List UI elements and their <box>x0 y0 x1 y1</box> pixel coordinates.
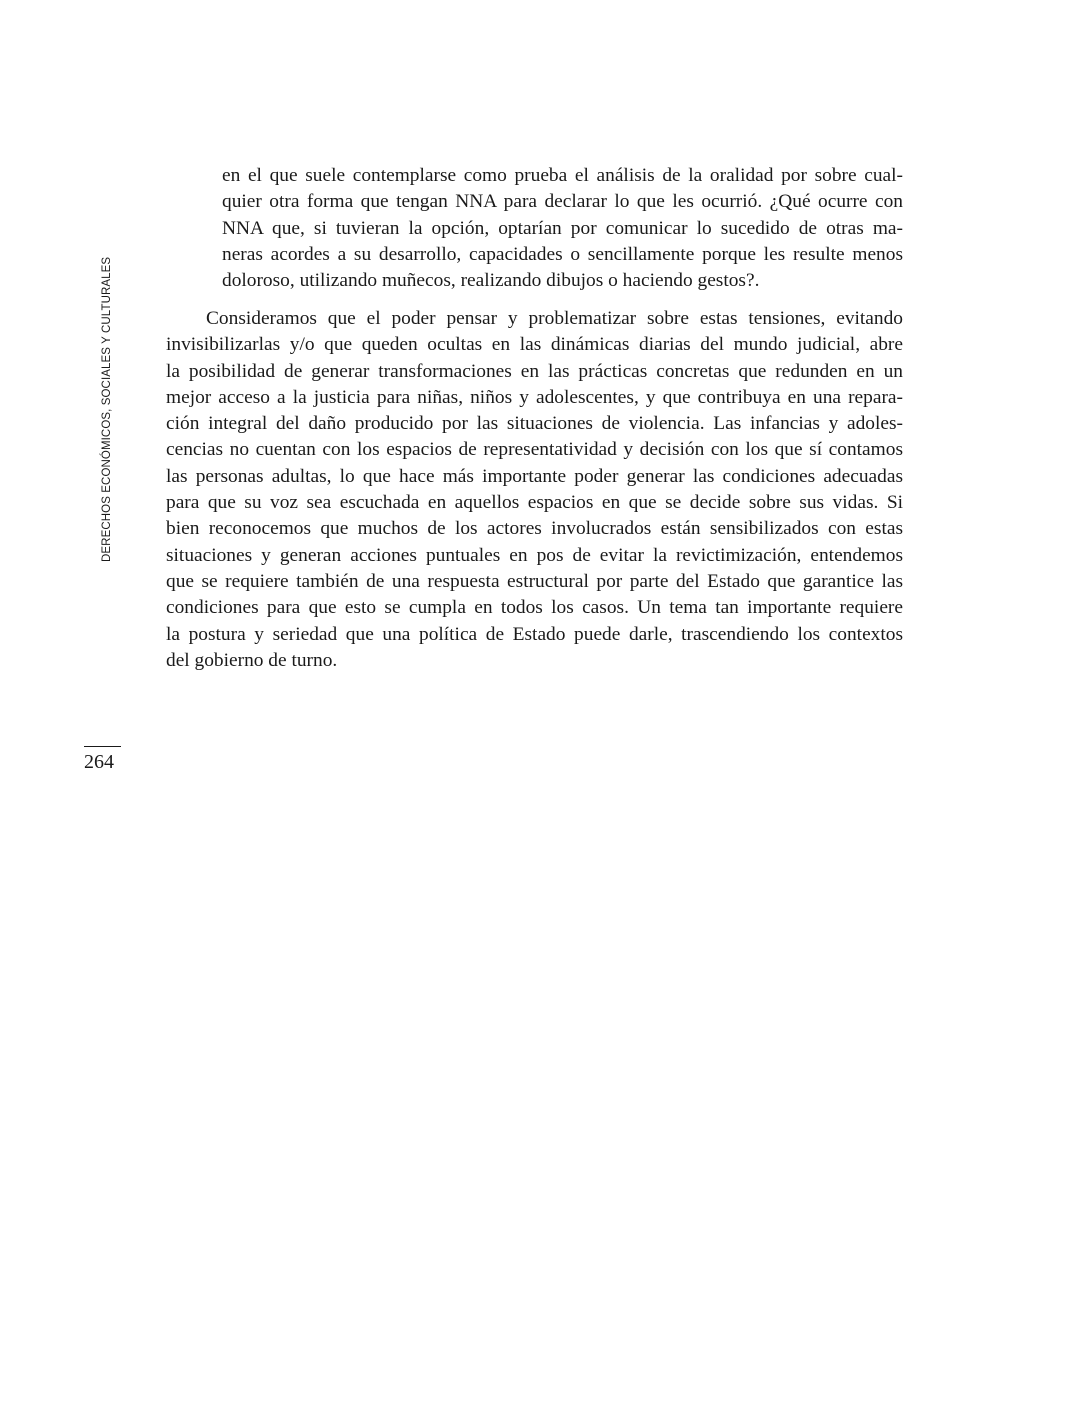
block-quote-line: en el que suele contemplarse como prueba el análisis de la oralidad por sobre cual- <box>222 165 903 186</box>
paragraph-line: la postura y seriedad que una política de Estado puede darle, trascendiendo los contextos <box>166 623 903 645</box>
paragraph-line: del gobierno de turno. <box>166 649 338 671</box>
page-number: 264 <box>84 751 114 773</box>
block-quote-line: NNA que, si tuvieran la opción, optarían por comunicar lo sucedido de otras ma- <box>222 217 903 239</box>
paragraph-line: que se requiere también de una respuesta estructural por parte del Estado que garantice las <box>166 570 903 592</box>
paragraph-line: las personas adultas, lo que hace más importante poder generar las condiciones adecuadas <box>166 465 903 487</box>
paragraph-line: mejor acceso a la justicia para niñas, niños y adolescentes, y que contribuya en una repara- <box>166 386 903 408</box>
block-quote-line: quier otra forma que tengan NNA para declarar lo que les ocurrió. ¿Qué ocurre con <box>222 191 903 213</box>
block-quote-line: doloroso, utilizando muñecos, realizando dibujos o haciendo gestos?. <box>222 270 760 292</box>
block-quote-line: neras acordes a su desarrollo, capacidades o sencillamente porque les resulte menos <box>222 243 903 265</box>
body-paragraph <box>166 306 903 674</box>
paragraph-line: cencias no cuentan con los espacios de representatividad y decisión con los que sí contamos <box>166 439 903 461</box>
paragraph-line: invisibilizarlas y/o que queden ocultas en las dinámicas diarias del mundo judicial, abre <box>166 334 903 356</box>
paragraph-line: bien reconocemos que muchos de los actores involucrados están sensibilizados con estas <box>166 518 903 540</box>
page-number-rule <box>84 746 121 747</box>
paragraph-line: situaciones y generan acciones puntuales en pos de evitar la revictimización, entendemos <box>166 544 903 566</box>
paragraph-line: Consideramos que el poder pensar y problematizar sobre estas tensiones, evitando <box>206 308 903 329</box>
paragraph-line: para que su voz sea escuchada en aquellos espacios en que se decide sobre sus vidas. Si <box>166 492 903 514</box>
block-quote <box>222 163 903 294</box>
paragraph-line: condiciones para que esto se cumpla en todos los casos. Un tema tan importante requiere <box>166 597 903 619</box>
running-head: DERECHOS ECONÓMICOS, SOCIALES Y CULTURALES <box>101 256 113 562</box>
paragraph-line: la posibilidad de generar transformaciones en las prácticas concretas que redunden en un <box>166 360 903 382</box>
paragraph-line: ción integral del daño producido por las situaciones de violencia. Las infancias y adoles- <box>166 413 903 435</box>
